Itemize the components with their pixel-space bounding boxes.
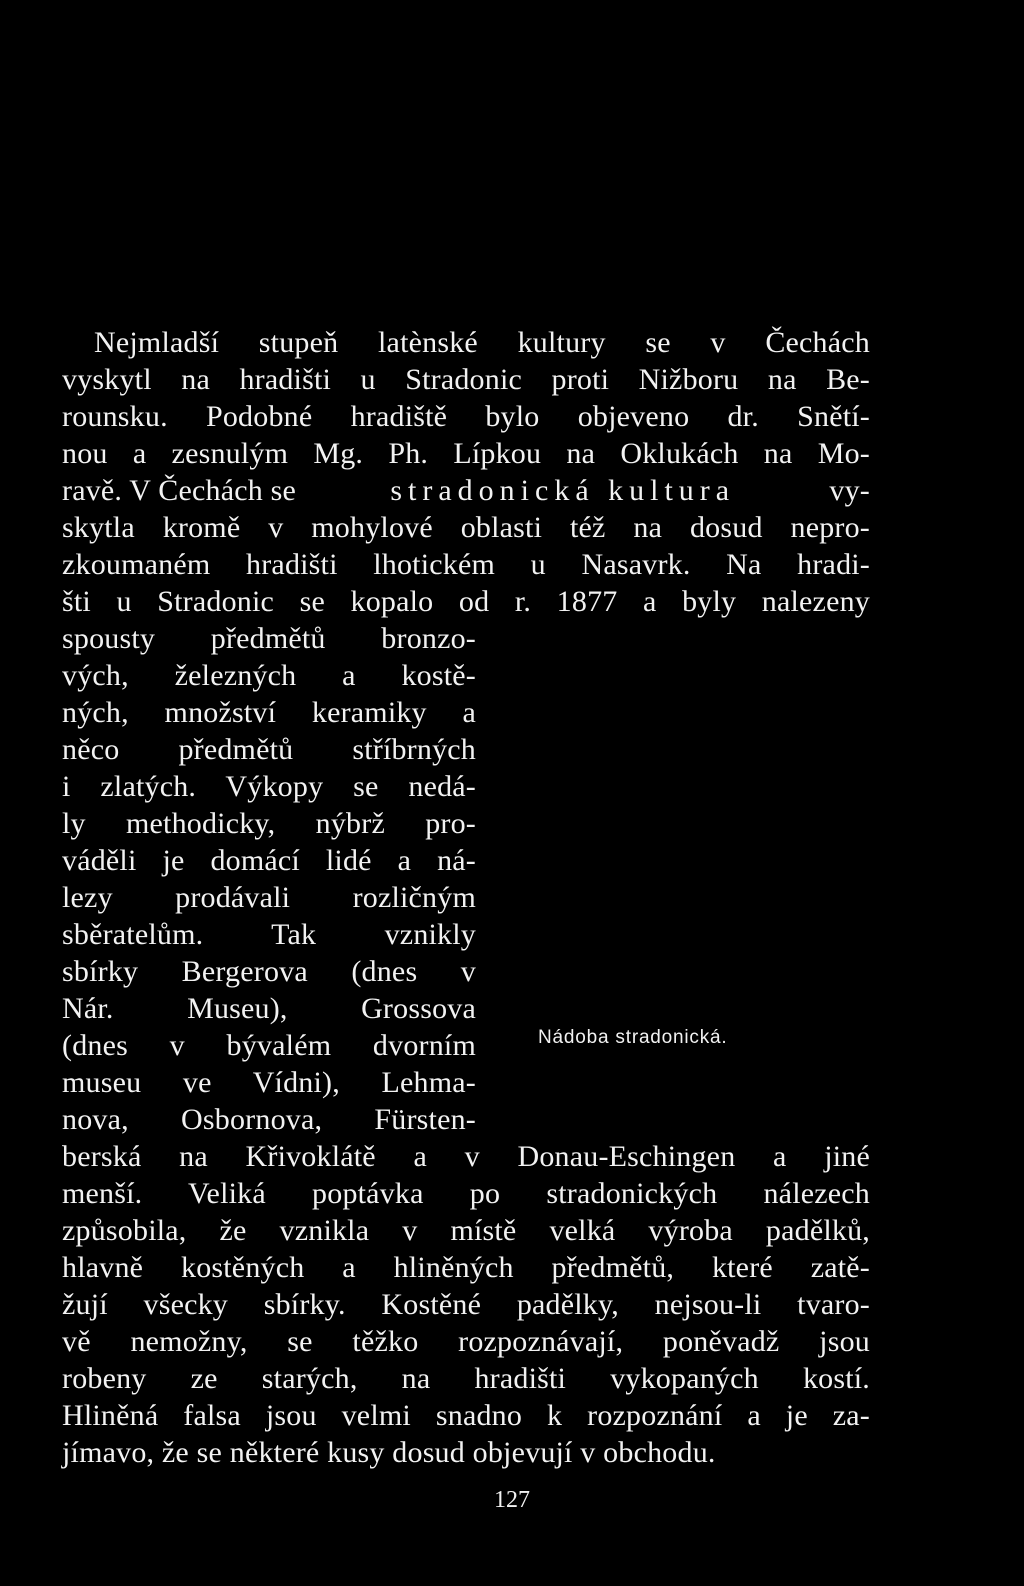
- text-line: ly methodicky, nýbrž pro-: [62, 807, 476, 840]
- text-line: berská na Křivoklátě a v Donau-Eschingen a jiné: [62, 1140, 870, 1173]
- text-line: Nejmladší stupeň latènské kultury se v Čechách: [94, 326, 870, 359]
- text-line: skytla kromě v mohylové oblasti též na dosud nepro-: [62, 511, 870, 544]
- text-line: zkoumaném hradišti lhotickém u Nasavrk. Na hradi-: [62, 548, 870, 581]
- text-line: lezy prodávali rozličným: [62, 881, 476, 914]
- figure-caption: Nádoba stradonická.: [538, 1027, 728, 1048]
- text-line: vě nemožny, se těžko rozpoznávají, poněvadž jsou: [62, 1325, 870, 1358]
- text-segment: ravě. V Čechách se: [62, 474, 297, 507]
- text-line: hlavně kostěných a hliněných předmětů, které zatě-: [62, 1251, 870, 1284]
- text-line: jímavo, že se některé kusy dosud objevují v obchodu.: [62, 1436, 716, 1469]
- text-line: rounsku. Podobné hradiště bylo objeveno dr. Snětí-: [62, 400, 870, 433]
- text-segment: vy-: [829, 474, 870, 507]
- text-line: šti u Stradonic se kopalo od r. 1877 a byly nalezeny: [62, 585, 870, 618]
- text-line: nova, Osbornova, Fürsten-: [62, 1103, 476, 1136]
- emphasized-term: stradonická kultura: [390, 474, 736, 507]
- text-line: robeny ze starých, na hradišti vykopaných kostí.: [62, 1362, 870, 1395]
- text-line: ných, množství keramiky a: [62, 696, 476, 729]
- text-line: Hliněná falsa jsou velmi snadno k rozpoznání a je za-: [62, 1399, 870, 1432]
- text-line: něco předmětů stříbrných: [62, 733, 476, 766]
- text-line: menší. Veliká poptávka po stradonických nálezech: [62, 1177, 870, 1210]
- text-line: [62, 474, 870, 508]
- text-line: váděli je domácí lidé a ná-: [62, 844, 476, 877]
- text-line: vyskytl na hradišti u Stradonic proti Nižboru na Be-: [62, 363, 870, 396]
- page-number: 127: [494, 1487, 530, 1513]
- text-line: i zlatých. Výkopy se nedá-: [62, 770, 476, 803]
- text-line: sbírky Bergerova (dnes v: [62, 955, 476, 988]
- text-line: Nár. Museu), Grossova: [62, 992, 476, 1025]
- text-line: vých, železných a kostě-: [62, 659, 476, 692]
- text-line: (dnes v bývalém dvorním: [62, 1029, 476, 1062]
- text-line: sběratelům. Tak vznikly: [62, 918, 476, 951]
- text-line: museu ve Vídni), Lehma-: [62, 1066, 476, 1099]
- text-line: spousty předmětů bronzo-: [62, 622, 476, 655]
- text-line: žují všecky sbírky. Kostěné padělky, nejsou-li tvaro-: [62, 1288, 870, 1321]
- text-line: nou a zesnulým Mg. Ph. Lípkou na Oklukách na Mo-: [62, 437, 870, 470]
- text-line: způsobila, že vznikla v místě velká výroba padělků,: [62, 1214, 870, 1247]
